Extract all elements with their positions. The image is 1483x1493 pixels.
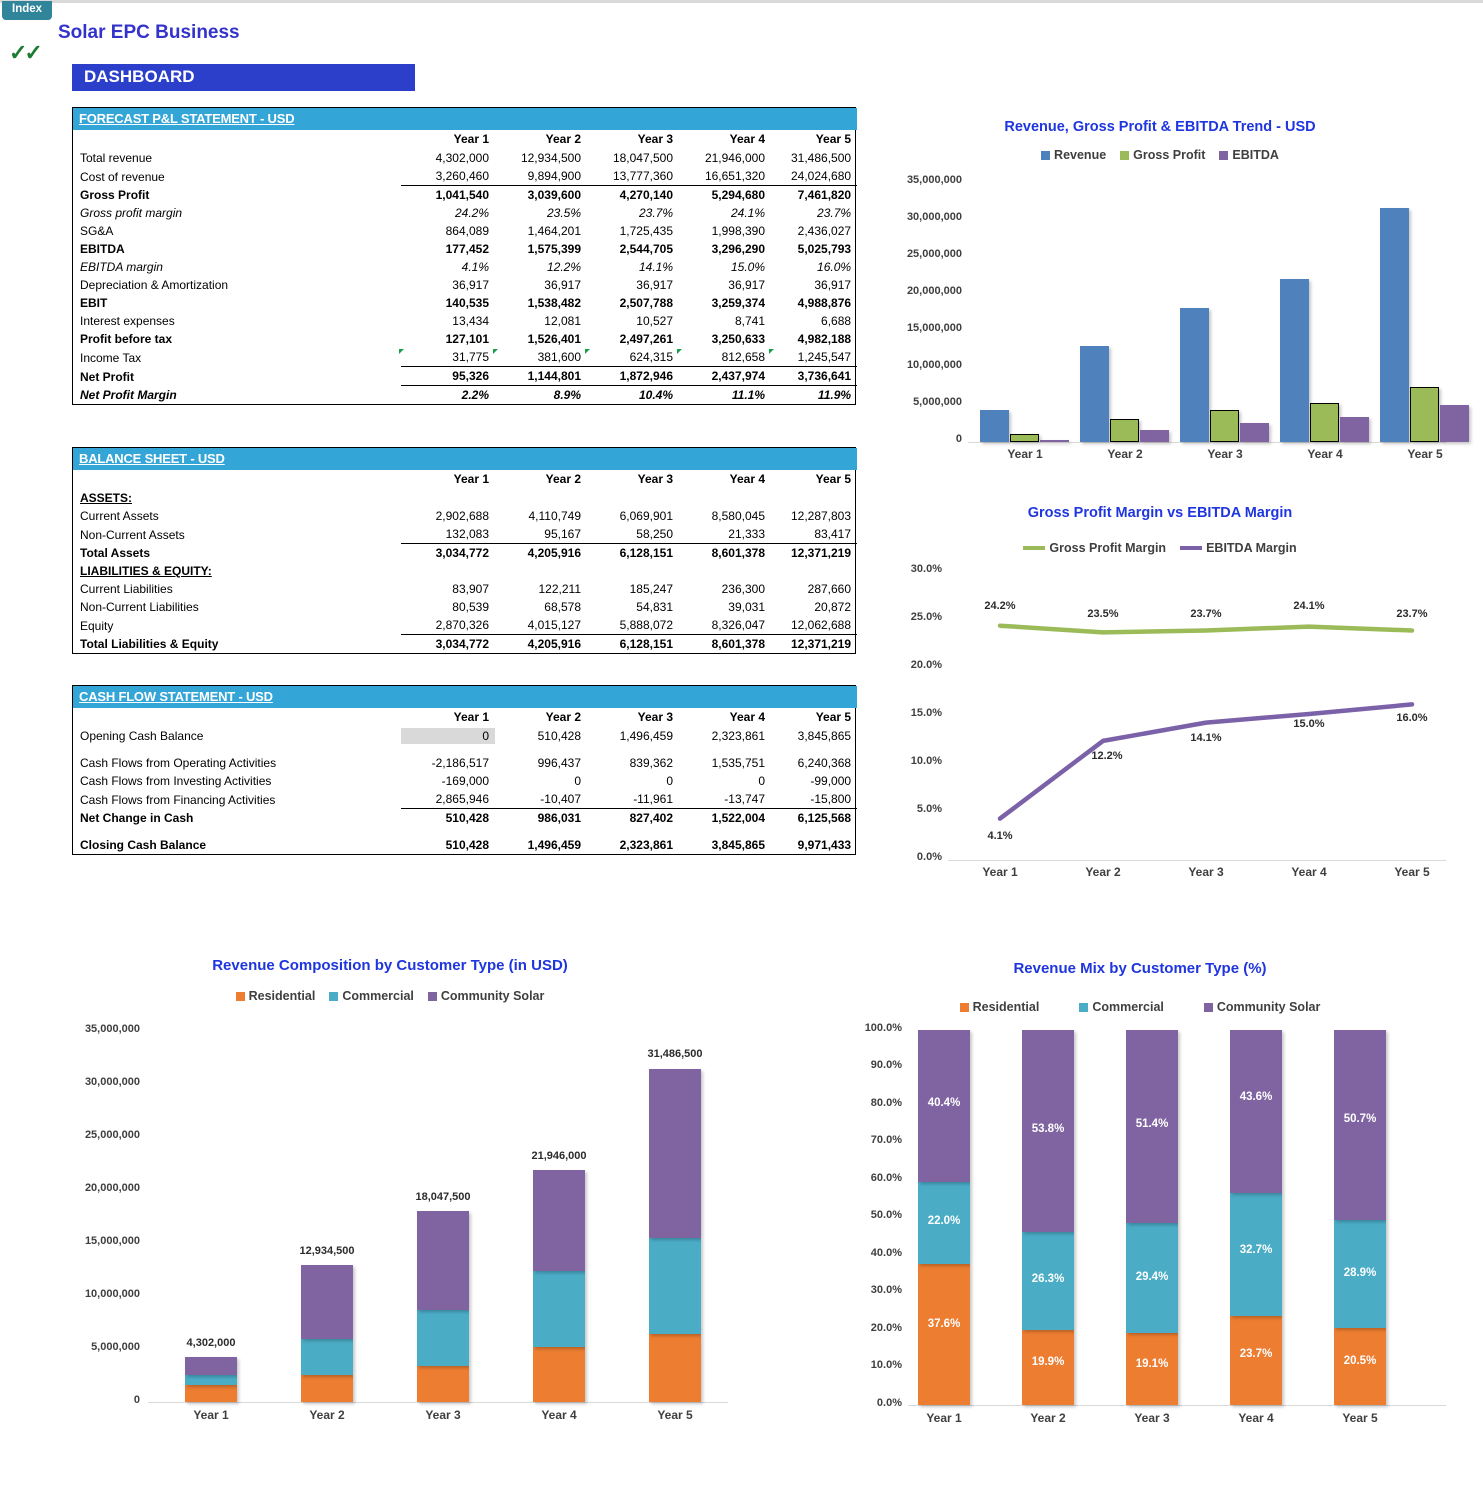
row-label: Non-Current Liabilities — [80, 600, 199, 614]
xtick-year-5: Year 5 — [1394, 865, 1430, 879]
table-row: Cash Flows from Investing Activities -169,000 0 0 0 -99,000 — [73, 772, 857, 790]
stack-residential-year-1 — [918, 1264, 970, 1405]
bar-gross-profit-year-2 — [1110, 419, 1139, 442]
bs-assets-subheader: ASSETS: — [80, 491, 133, 505]
row-label: Non-Current Assets — [80, 527, 185, 542]
xtick-year-2: Year 2 — [309, 1408, 345, 1422]
datalabel-commercial-year-5: 28.9% — [1343, 1267, 1377, 1279]
forecast-pl-statement — [72, 107, 856, 405]
xtick-year-2: Year 2 — [1085, 865, 1121, 879]
cf-spacer-2 — [73, 827, 857, 836]
table-row: Equity 2,870,326 4,015,127 5,888,072 8,326,047 12,062,688 — [73, 616, 857, 635]
cash-flow-statement — [72, 685, 856, 855]
legend-swatch-community-solar — [428, 992, 437, 1001]
datalabel-gp-year-2: 23.5% — [1087, 608, 1119, 620]
bs-year-header-row — [73, 470, 857, 489]
row-label: Cash Flows from Financing Activities — [80, 792, 276, 807]
table-row: Cash Flows from Operating Activities -2,186,517 996,437 839,362 1,535,751 6,240,368 — [73, 754, 857, 772]
pl-year-4: Year 4 — [729, 132, 765, 146]
chart-plot-revenue-trend — [880, 170, 1450, 460]
xtick-year-2: Year 2 — [1107, 447, 1143, 461]
stack-commercial-year-5 — [649, 1238, 701, 1334]
table-row: Opening Cash Balance 0 510,428 1,496,459 2,323,861 3,845,865 — [73, 727, 857, 745]
ytick-10m: 10,000,000 — [906, 359, 962, 371]
chart-legend-revenue-mix — [830, 1000, 1450, 1014]
row-label: Net Profit Margin — [80, 388, 177, 402]
error-indicator-cell: 381,600 — [495, 348, 587, 367]
datalabel-ebitda-year-5: 16.0% — [1396, 712, 1428, 724]
stack-residential-year-3 — [417, 1366, 469, 1402]
xtick-year-2: Year 2 — [1030, 1411, 1066, 1425]
chart-axis-line — [968, 442, 1446, 443]
ytick-30m: 30,000,000 — [84, 1076, 140, 1088]
ytick-15m: 15,000,000 — [84, 1235, 140, 1247]
datalabel-commercial-year-4: 32.7% — [1239, 1244, 1273, 1256]
legend-swatch-community-solar — [1204, 1003, 1213, 1012]
xtick-year-3: Year 3 — [1188, 865, 1224, 879]
xtick-year-5: Year 5 — [1407, 447, 1443, 461]
xtick-year-4: Year 4 — [1291, 865, 1327, 879]
xtick-year-4: Year 4 — [1307, 447, 1343, 461]
row-label: EBITDA margin — [80, 260, 163, 274]
cf-year-3: Year 3 — [637, 710, 673, 724]
datalabel-residential-year-4: 23.7% — [1239, 1348, 1273, 1360]
row-label: Net Change in Cash — [80, 811, 194, 825]
ytick-15m: 15,000,000 — [906, 322, 962, 334]
ytick-25m: 25,000,000 — [84, 1129, 140, 1141]
index-tab[interactable]: Index — [2, 1, 52, 20]
ytick-20m: 20,000,000 — [906, 285, 962, 297]
legend-item-gp-margin: Gross Profit Margin — [1023, 541, 1166, 555]
ytick-10pct: 10.0% — [910, 755, 942, 767]
pl-year-header-row — [73, 130, 857, 149]
bs-year-2: Year 2 — [545, 472, 581, 486]
bar-gross-profit-year-3 — [1210, 410, 1239, 442]
stack-commercial-year-4 — [533, 1271, 585, 1347]
datalabel-ebitda-year-2: 12.2% — [1091, 750, 1123, 762]
datalabel-community-solar-year-5: 50.7% — [1343, 1113, 1377, 1125]
datalabel-total-year-4: 21,946,000 — [531, 1150, 587, 1162]
chart-axis-line — [908, 1405, 1446, 1406]
ytick-5m: 5,000,000 — [91, 1341, 140, 1353]
bs-year-5: Year 5 — [815, 472, 852, 486]
row-label: Total Assets — [80, 546, 151, 560]
bs-header-text: BALANCE SHEET - USD — [79, 451, 225, 466]
cf-section-header — [73, 686, 857, 708]
stack-community-solar-year-1 — [185, 1357, 237, 1375]
legend-swatch-residential — [236, 992, 245, 1001]
ytick-0: 0 — [955, 433, 962, 445]
xtick-year-3: Year 3 — [1134, 1411, 1170, 1425]
stack-commercial-year-1 — [185, 1375, 237, 1385]
xtick-year-4: Year 4 — [1238, 1411, 1274, 1425]
ytick-60pct: 60.0% — [870, 1172, 902, 1184]
xtick-year-5: Year 5 — [1342, 1411, 1378, 1425]
legend-item-residential: Residential — [236, 989, 316, 1003]
row-label: Income Tax — [80, 350, 142, 365]
cf-header-text: CASH FLOW STATEMENT - USD — [79, 689, 273, 704]
datalabel-gp-year-1: 24.2% — [984, 600, 1016, 612]
legend-swatch-commercial — [1079, 1003, 1088, 1012]
xtick-year-1: Year 1 — [926, 1411, 962, 1425]
bar-revenue-year-3 — [1180, 308, 1209, 442]
legend-swatch-revenue — [1041, 151, 1050, 160]
legend-item-residential: Residential — [960, 1000, 1040, 1014]
datalabel-gp-year-4: 24.1% — [1293, 600, 1325, 612]
ytick-50pct: 50.0% — [870, 1209, 902, 1221]
bs-year-3: Year 3 — [637, 472, 673, 486]
row-label: Net Profit — [80, 369, 134, 384]
row-label: Profit before tax — [80, 332, 173, 346]
ytick-70pct: 70.0% — [870, 1134, 902, 1146]
table-row — [73, 348, 857, 367]
datalabel-community-solar-year-2: 53.8% — [1031, 1123, 1065, 1135]
cf-year-4: Year 4 — [729, 710, 765, 724]
bar-revenue-year-5 — [1380, 208, 1409, 442]
pl-header-text: FORECAST P&L STATEMENT - USD — [79, 111, 295, 126]
table-row: Non-Current Liabilities 80,539 68,578 54,831 39,031 20,872 — [73, 598, 857, 616]
ytick-20m: 20,000,000 — [84, 1182, 140, 1194]
ytick-5pct: 5.0% — [916, 803, 942, 815]
error-indicator-cell: 812,658 — [679, 348, 771, 367]
row-label: Current Liabilities — [80, 582, 173, 596]
window-top-rule — [0, 0, 1483, 3]
cf-year-header-row — [73, 708, 857, 727]
ytick-0pct: 0.0% — [916, 851, 942, 863]
page-title: Solar EPC Business — [58, 22, 240, 43]
table-row: Gross Profit 1,041,540 3,039,600 4,270,140 5,294,680 7,461,820 — [73, 186, 857, 205]
datalabel-community-solar-year-4: 43.6% — [1239, 1091, 1273, 1103]
stack-community-solar-year-5 — [1334, 1030, 1386, 1220]
ytick-30m: 30,000,000 — [906, 211, 962, 223]
datalabel-residential-year-2: 19.9% — [1031, 1356, 1065, 1368]
chart-title-revenue-mix: Revenue Mix by Customer Type (%) — [1013, 960, 1267, 977]
datalabel-residential-year-1: 37.6% — [927, 1318, 961, 1330]
cf-year-1: Year 1 — [453, 710, 489, 724]
ytick-25pct: 25.0% — [910, 611, 942, 623]
ytick-30pct: 30.0% — [870, 1284, 902, 1296]
chart-legend-revenue-composition — [40, 989, 740, 1003]
opening-cash-input-cell[interactable]: 0 — [401, 727, 495, 745]
bs-section-header — [73, 448, 857, 470]
legend-item-ebitda-margin: EBITDA Margin — [1180, 541, 1297, 555]
table-row: Non-Current Assets 132,083 95,167 58,250 21,333 83,417 — [73, 525, 857, 544]
datalabel-community-solar-year-3: 51.4% — [1135, 1118, 1169, 1130]
table-row: Net Profit Margin 2.2% 8.9% 10.4% 11.1% 11.9% — [73, 386, 857, 405]
row-label: Current Assets — [80, 509, 159, 523]
legend-swatch-gross-profit — [1120, 151, 1129, 160]
ytick-5m: 5,000,000 — [913, 396, 962, 408]
stack-residential-year-1 — [185, 1385, 237, 1402]
datalabel-ebitda-year-4: 15.0% — [1293, 718, 1325, 730]
chart-plot-revenue-composition — [40, 1010, 760, 1430]
datalabel-total-year-3: 18,047,500 — [415, 1191, 471, 1203]
ytick-35m: 35,000,000 — [906, 174, 962, 186]
datalabel-commercial-year-2: 26.3% — [1031, 1273, 1065, 1285]
table-row: Total revenue 4,302,000 12,934,500 18,047,500 21,946,000 31,486,500 — [73, 149, 857, 167]
table-row: Total Assets 3,034,772 4,205,916 6,128,151 8,601,378 12,371,219 — [73, 544, 857, 563]
stack-community-solar-year-3 — [417, 1211, 469, 1310]
row-label: Cost of revenue — [80, 169, 165, 184]
chart-plot-margins — [880, 560, 1450, 890]
bs-year-4: Year 4 — [729, 472, 765, 486]
bar-revenue-year-4 — [1280, 279, 1309, 442]
pl-year-2: Year 2 — [545, 132, 581, 146]
table-row: Current Liabilities 83,907 122,211 185,247 236,300 287,660 — [73, 580, 857, 598]
ytick-10pct: 10.0% — [870, 1359, 902, 1371]
chart-title-revenue-composition: Revenue Composition by Customer Type (in USD) — [212, 957, 568, 974]
balance-sheet-statement — [72, 447, 856, 654]
datalabel-gp-year-3: 23.7% — [1190, 608, 1222, 620]
legend-item-community-solar: Community Solar — [1204, 1000, 1321, 1014]
xtick-year-1: Year 1 — [982, 865, 1018, 879]
cf-year-5: Year 5 — [815, 710, 852, 724]
error-indicator-cell: 1,245,547 — [771, 348, 857, 367]
xtick-year-5: Year 5 — [657, 1408, 693, 1422]
xtick-year-1: Year 1 — [1007, 447, 1043, 461]
ytick-15pct: 15.0% — [910, 707, 942, 719]
ytick-20pct: 20.0% — [910, 659, 942, 671]
xtick-year-1: Year 1 — [193, 1408, 229, 1422]
legend-item-revenue: Revenue — [1041, 148, 1106, 162]
row-label: EBITDA — [80, 242, 125, 256]
ytick-90pct: 90.0% — [870, 1059, 902, 1071]
table-row: Depreciation & Amortization 36,917 36,917 36,917 36,917 36,917 — [73, 276, 857, 294]
stack-commercial-year-3 — [417, 1310, 469, 1366]
datalabel-ebitda-year-1: 4.1% — [987, 830, 1013, 842]
table-row: Closing Cash Balance 510,428 1,496,459 2,323,861 3,845,865 9,971,433 — [73, 836, 857, 854]
row-label: Closing Cash Balance — [80, 838, 207, 852]
table-row: Cost of revenue 3,260,460 9,894,900 13,777,360 16,651,320 24,024,680 — [73, 167, 857, 186]
ytick-0: 0 — [133, 1394, 140, 1406]
error-indicator-cell: 31,775 — [401, 348, 495, 367]
pl-year-3: Year 3 — [637, 132, 673, 146]
ytick-30pct: 30.0% — [910, 563, 942, 575]
bar-ebitda-year-2 — [1140, 430, 1169, 442]
ytick-25m: 25,000,000 — [906, 248, 962, 260]
datalabel-commercial-year-1: 22.0% — [927, 1215, 961, 1227]
bar-gross-profit-year-1 — [1010, 434, 1039, 442]
ytick-40pct: 40.0% — [870, 1247, 902, 1259]
table-row: EBITDA 177,452 1,575,399 2,544,705 3,296,290 5,025,793 — [73, 240, 857, 258]
row-label: Total revenue — [80, 151, 153, 165]
stack-community-solar-year-4 — [533, 1170, 585, 1271]
ytick-10m: 10,000,000 — [84, 1288, 140, 1300]
datalabel-community-solar-year-1: 40.4% — [927, 1097, 961, 1109]
chart-axis-line — [148, 1402, 728, 1403]
bs-liabilities-subheader: LIABILITIES & EQUITY: — [80, 564, 212, 578]
stack-residential-year-4 — [533, 1347, 585, 1402]
bs-year-1: Year 1 — [453, 472, 489, 486]
table-row: Cash Flows from Financing Activities 2,865,946 -10,407 -11,961 -13,747 -15,800 — [73, 790, 857, 809]
bar-revenue-year-1 — [980, 410, 1009, 442]
chart-title-margins: Gross Profit Margin vs EBITDA Margin — [1027, 505, 1293, 521]
table-row: Net Change in Cash 510,428 986,031 827,402 1,522,004 6,125,568 — [73, 809, 857, 828]
xtick-year-3: Year 3 — [1207, 447, 1243, 461]
datalabel-residential-year-5: 20.5% — [1343, 1355, 1377, 1367]
stack-community-solar-year-2 — [301, 1265, 353, 1339]
legend-item-ebitda: EBITDA — [1219, 148, 1279, 162]
datalabel-residential-year-3: 19.1% — [1135, 1358, 1169, 1370]
table-row: Gross profit margin 24.2% 23.5% 23.7% 24.1% 23.7% — [73, 204, 857, 222]
cf-spacer — [73, 745, 857, 754]
legend-swatch-ebitda-margin — [1180, 546, 1202, 550]
chart-title-revenue-trend: Revenue, Gross Profit & EBITDA Trend - USD — [1004, 119, 1316, 135]
stack-community-solar-year-4 — [1230, 1030, 1282, 1193]
table-row: SG&A 864,089 1,464,201 1,725,435 1,998,390 2,436,027 — [73, 222, 857, 240]
table-row: Current Assets 2,902,688 4,110,749 6,069,901 8,580,045 12,287,803 — [73, 507, 857, 525]
stack-residential-year-5 — [649, 1334, 701, 1402]
row-label: Total Liabilities & Equity — [80, 637, 219, 651]
legend-item-community-solar: Community Solar — [428, 989, 545, 1003]
ytick-80pct: 80.0% — [870, 1097, 902, 1109]
bar-ebitda-year-1 — [1040, 440, 1069, 442]
legend-swatch-gp-margin — [1023, 546, 1045, 550]
line-gross-profit-margin — [1000, 626, 1412, 633]
stack-residential-year-4 — [1230, 1316, 1282, 1405]
row-label: Gross Profit — [80, 188, 150, 202]
datalabel-total-year-1: 4,302,000 — [186, 1337, 236, 1349]
legend-swatch-commercial — [329, 992, 338, 1001]
bar-ebitda-year-3 — [1240, 423, 1269, 442]
row-label: SG&A — [80, 224, 114, 238]
xtick-year-3: Year 3 — [425, 1408, 461, 1422]
table-row: Net Profit 95,326 1,144,801 1,872,946 2,437,974 3,736,641 — [73, 367, 857, 386]
check-marks-icon: ✓✓ — [9, 40, 40, 65]
datalabel-total-year-5: 31,486,500 — [647, 1048, 703, 1060]
datalabel-ebitda-year-3: 14.1% — [1190, 732, 1222, 744]
ytick-100pct: 100.0% — [864, 1022, 902, 1034]
datalabel-total-year-2: 12,934,500 — [299, 1245, 355, 1257]
dashboard-banner: DASHBOARD — [72, 64, 415, 91]
ytick-20pct: 20.0% — [870, 1322, 902, 1334]
datalabel-commercial-year-3: 29.4% — [1135, 1271, 1169, 1283]
error-indicator-cell: 624,315 — [587, 348, 679, 367]
row-label: Cash Flows from Investing Activities — [80, 774, 272, 788]
pl-section-header — [73, 108, 857, 130]
row-label: Cash Flows from Operating Activities — [80, 756, 277, 770]
chart-plot-revenue-mix — [830, 1018, 1450, 1428]
bar-gross-profit-year-5 — [1410, 387, 1439, 442]
cf-year-2: Year 2 — [545, 710, 581, 724]
legend-item-commercial: Commercial — [1079, 1000, 1164, 1014]
pl-year-5: Year 5 — [815, 132, 852, 146]
table-row: EBITDA margin 4.1% 12.2% 14.1% 15.0% 16.0% — [73, 258, 857, 276]
legend-item-commercial: Commercial — [329, 989, 414, 1003]
ytick-35m: 35,000,000 — [84, 1023, 140, 1035]
stack-commercial-year-2 — [301, 1339, 353, 1375]
row-label: EBIT — [80, 296, 108, 310]
stack-residential-year-2 — [301, 1375, 353, 1402]
bar-ebitda-year-4 — [1340, 417, 1369, 442]
chart-legend-margins — [880, 541, 1440, 555]
row-label: Equity — [80, 618, 114, 633]
legend-swatch-residential — [960, 1003, 969, 1012]
ytick-0pct: 0.0% — [876, 1397, 902, 1409]
row-label: Gross profit margin — [80, 206, 183, 220]
row-label: Opening Cash Balance — [80, 729, 204, 743]
legend-item-gross-profit: Gross Profit — [1120, 148, 1205, 162]
bar-revenue-year-2 — [1080, 346, 1109, 442]
bar-gross-profit-year-4 — [1310, 403, 1339, 442]
row-label: Depreciation & Amortization — [80, 278, 229, 292]
stack-community-solar-year-5 — [649, 1069, 701, 1238]
table-row: Profit before tax 127,101 1,526,401 2,497,261 3,250,633 4,982,188 — [73, 330, 857, 348]
bar-ebitda-year-5 — [1440, 405, 1469, 442]
legend-swatch-ebitda — [1219, 151, 1228, 160]
pl-year-1: Year 1 — [453, 132, 489, 146]
xtick-year-4: Year 4 — [541, 1408, 577, 1422]
table-row: EBIT 140,535 1,538,482 2,507,788 3,259,374 4,988,876 — [73, 294, 857, 312]
table-row: Total Liabilities & Equity 3,034,772 4,205,916 6,128,151 8,601,378 12,371,219 — [73, 635, 857, 654]
row-label: Interest expenses — [80, 314, 175, 328]
table-row: Interest expenses 13,434 12,081 10,527 8,741 6,688 — [73, 312, 857, 330]
datalabel-gp-year-5: 23.7% — [1396, 608, 1428, 620]
chart-legend-revenue-trend — [880, 148, 1440, 162]
